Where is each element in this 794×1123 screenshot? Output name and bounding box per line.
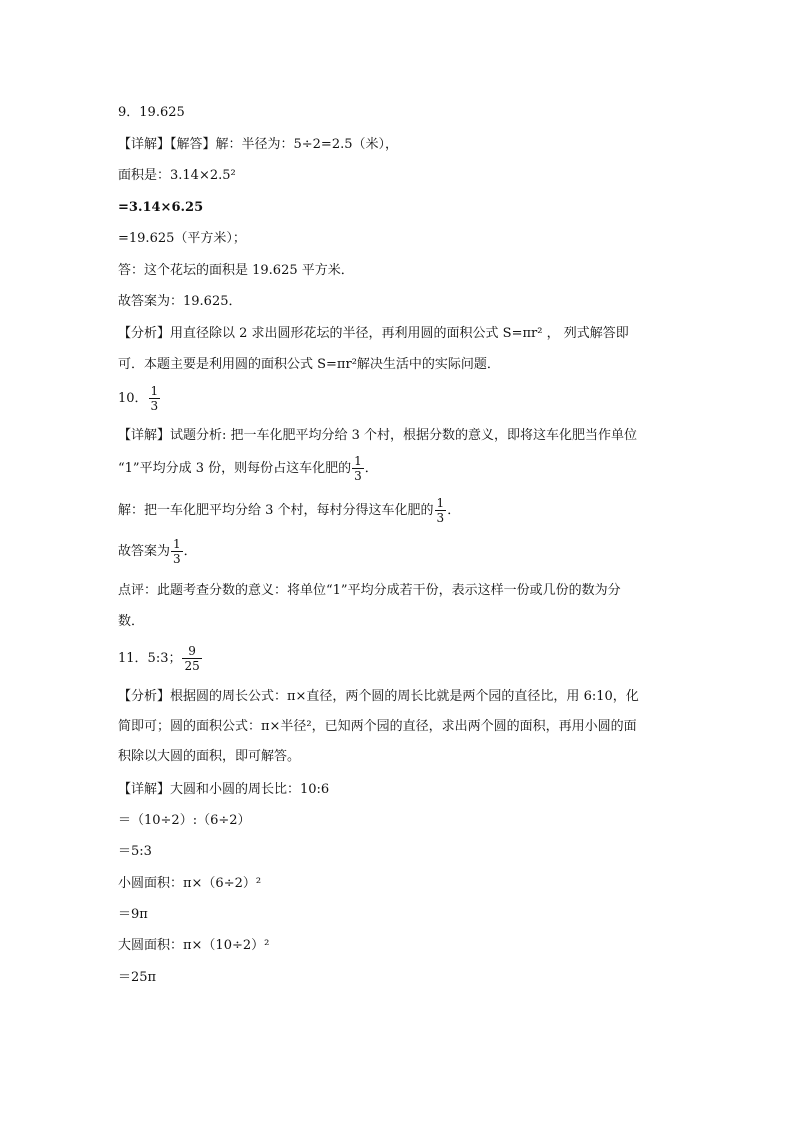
q9-detail: 【详解】【解答】解：半径为：5÷2=2.5（米），	[118, 137, 399, 152]
q11-analysis-line-3: 积除以大圆的面积，即可解答。	[118, 749, 301, 764]
q9-answer: 9．19.625	[118, 105, 185, 120]
q11-answer-text: 11．5:3；	[118, 651, 182, 666]
q10-solution-text: 解：把一车化肥平均分给 3 个村，每村分得这车化肥的	[118, 503, 434, 518]
q11-step-1: ＝（10÷2）:（6÷2）	[118, 813, 251, 828]
fraction-numerator: 1	[354, 454, 362, 468]
fraction-denominator: 3	[173, 552, 181, 566]
q10-detail-line-2	[118, 455, 378, 482]
q10-comment-line-1: 点评：此题考查分数的意义：将单位“1”平均分成若干份，表示这样一份或几份的数为分	[118, 583, 621, 598]
q9-area-expression: 面积是：3.14×2.5²	[118, 168, 236, 183]
q9-step-1: =3.14×6.25	[118, 200, 204, 215]
fraction-numerator: 1	[436, 496, 445, 510]
q10-solution	[118, 497, 460, 524]
q9-analysis-line-2: 可．本题主要是利用圆的面积公式 S=πr²解决生活中的实际问题．	[118, 357, 500, 372]
q11-step-4: ＝25π	[118, 970, 157, 985]
fraction-denominator: 3	[354, 469, 362, 483]
q11-detail-line-1: 【详解】大圆和小圆的周长比：10:6	[118, 782, 330, 797]
q10-therefore-text: 故答案为	[118, 544, 171, 559]
q10-detail-line-1: 【详解】试题分析: 把一车化肥平均分给 3 个村，根据分数的意义，即将这车化肥当作单位	[118, 428, 638, 443]
fraction-numerator: 9	[182, 645, 201, 659]
fraction-denominator: 3	[436, 511, 445, 525]
q9-therefore: 故答案为：19.625．	[118, 294, 242, 309]
q10-answer-fraction	[149, 385, 161, 412]
q9-analysis-line-1: 【分析】用直径除以 2 求出圆形花坛的半径，再利用圆的面积公式 S=πr² ， 列式解答即	[118, 326, 629, 341]
q11-analysis-line-1: 【分析】根据圆的周长公式：π×直径，两个圆的周长比就是两个园的直径比，用 6:10，化	[118, 689, 639, 704]
q10-comment-line-2: 数．	[118, 614, 145, 629]
q11-answer-fraction	[182, 645, 201, 672]
period: ．	[447, 503, 461, 518]
q11-step-3: ＝9π	[118, 907, 148, 922]
period: ．	[183, 544, 197, 559]
q11-small-area: 小圆面积：π×（6÷2）²	[118, 876, 262, 891]
q10-detail-fraction	[352, 455, 364, 482]
q10-answer	[118, 385, 161, 412]
q10-detail-text: “1”平均分成 3 份，则每份占这车化肥的	[118, 461, 352, 476]
q9-step-2: =19.625（平方米）；	[118, 231, 246, 246]
q10-therefore	[118, 538, 197, 565]
q11-answer	[118, 645, 203, 672]
q9-reply: 答：这个花坛的面积是 19.625 平方米．	[118, 263, 354, 278]
q11-analysis-line-2: 简即可；圆的面积公式：π×半径²，已知两个园的直径，求出两个圆的面积，再用小圆的面	[118, 719, 637, 734]
period: ．	[364, 461, 378, 476]
q10-solution-fraction	[435, 497, 447, 524]
fraction-numerator: 1	[173, 537, 181, 551]
q11-step-2: ＝5:3	[118, 844, 152, 859]
fraction-denominator: 25	[184, 659, 200, 673]
q10-number: 10．	[118, 391, 148, 406]
fraction-denominator: 3	[150, 399, 159, 413]
q10-therefore-fraction	[171, 538, 183, 565]
q11-big-area: 大圆面积：π×（10÷2）²	[118, 938, 270, 953]
fraction-numerator: 1	[150, 384, 159, 398]
